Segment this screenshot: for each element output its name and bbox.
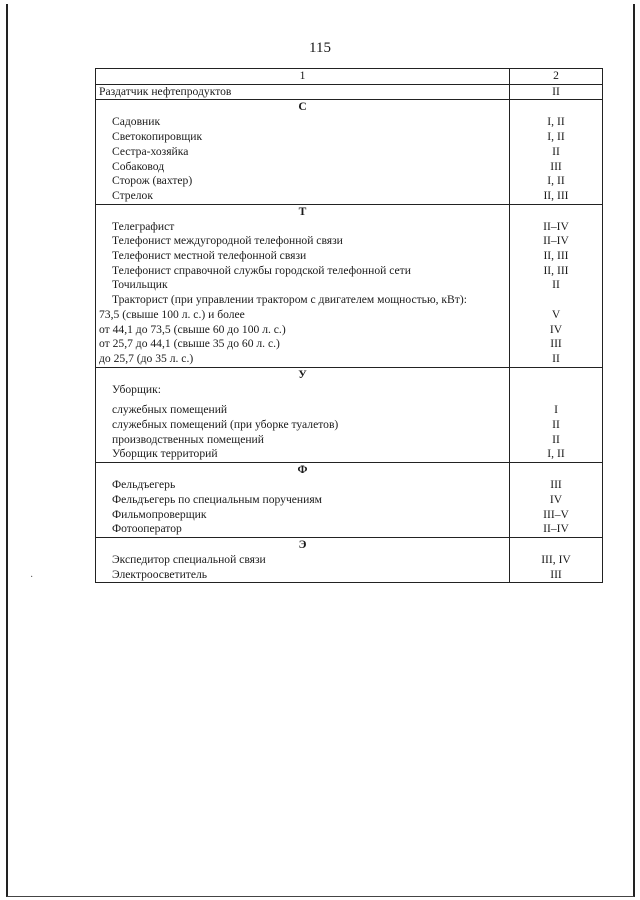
category-value: III [510, 568, 603, 583]
table-row [96, 522, 603, 537]
table-row [96, 308, 603, 323]
category-value [510, 293, 603, 308]
table-row [96, 145, 603, 160]
category-value: V [510, 308, 603, 323]
section-letter-empty-cell [510, 100, 603, 116]
category-value: II [510, 352, 603, 367]
profession-name: Фильмопроверщик [96, 508, 510, 523]
profession-name: Телеграфист [96, 220, 510, 235]
section-letter-row [96, 537, 603, 553]
table-row [96, 278, 603, 293]
profession-name: до 25,7 (до 35 л. с.) [96, 352, 510, 367]
profession-name: Садовник [96, 115, 510, 130]
table-row [96, 189, 603, 204]
table-row [96, 418, 603, 433]
category-value: II, III [510, 189, 603, 204]
table-row [96, 447, 603, 462]
table-row [96, 383, 603, 398]
profession-name: от 44,1 до 73,5 (свыше 60 до 100 л. с.) [96, 323, 510, 338]
table-row [96, 403, 603, 418]
category-value: II–IV [510, 234, 603, 249]
header-col-2: 2 [510, 69, 603, 85]
section-letter-row [96, 204, 603, 220]
section-letter-empty-cell [510, 463, 603, 479]
profession-name: Сторож (вахтер) [96, 174, 510, 189]
profession-name: Фельдъегерь по специальным поручениям [96, 493, 510, 508]
category-value: III [510, 337, 603, 352]
profession-name: служебных помещений [96, 403, 510, 418]
profession-name: служебных помещений (при уборке туалетов) [96, 418, 510, 433]
section-letter: Ф [96, 463, 510, 479]
table-row [96, 264, 603, 279]
section-letter-row [96, 367, 603, 383]
category-value: II [510, 145, 603, 160]
table-row [96, 160, 603, 175]
table-row [96, 478, 603, 493]
table-row [96, 220, 603, 235]
page-number: 115 [309, 40, 331, 56]
category-value: III [510, 160, 603, 175]
table-header-row [96, 69, 603, 85]
category-value: II–IV [510, 220, 603, 235]
table-row [96, 352, 603, 367]
table-row [96, 84, 603, 100]
table-row [96, 508, 603, 523]
category-value: III, IV [510, 553, 603, 568]
category-value: IV [510, 323, 603, 338]
profession-name: Телефонист междугородной телефонной связи [96, 234, 510, 249]
category-value: IV [510, 493, 603, 508]
section-letter: Т [96, 204, 510, 220]
table-row [96, 130, 603, 145]
category-value: II–IV [510, 522, 603, 537]
profession-name: Уборщик территорий [96, 447, 510, 462]
category-value: I [510, 403, 603, 418]
category-value: I, II [510, 115, 603, 130]
category-value: I, II [510, 447, 603, 462]
profession-table [95, 68, 603, 583]
table-row [96, 234, 603, 249]
category-value: III–V [510, 508, 603, 523]
table-row [96, 323, 603, 338]
table-row [96, 115, 603, 130]
table-row [96, 249, 603, 264]
section-letter-row [96, 100, 603, 116]
section-letter-row [96, 463, 603, 479]
profession-name: Собаковод [96, 160, 510, 175]
profession-name: от 25,7 до 44,1 (свыше 35 до 60 л. с.) [96, 337, 510, 352]
profession-name: Телефонист справочной службы городской телефонной сети [96, 264, 510, 279]
section-letter-empty-cell [510, 367, 603, 383]
table-row [96, 174, 603, 189]
profession-name: Сестра-хозяйка [96, 145, 510, 160]
category-value: II, III [510, 264, 603, 279]
table-row [96, 493, 603, 508]
category-value: III [510, 478, 603, 493]
header-col-1: 1 [96, 69, 510, 85]
table-row [96, 433, 603, 448]
profession-name: Светокопировщик [96, 130, 510, 145]
profession-name: Электроосветитель [96, 568, 510, 583]
profession-name: Фотооператор [96, 522, 510, 537]
category-value: II [510, 278, 603, 293]
profession-name: Точильщик [96, 278, 510, 293]
section-letter: С [96, 100, 510, 116]
category-value: I, II [510, 130, 603, 145]
section-letter: У [96, 367, 510, 383]
profession-name: Стрелок [96, 189, 510, 204]
category-value: II [510, 418, 603, 433]
category-value [510, 383, 603, 398]
profession-name: 73,5 (свыше 100 л. с.) и более [96, 308, 510, 323]
table-row [96, 293, 603, 308]
profession-name: Раздатчик нефтепродуктов [96, 84, 510, 100]
profession-name: Тракторист (при управлении трактором с двигателем мощностью, кВт): [96, 293, 510, 308]
profession-name: Телефонист местной телефонной связи [96, 249, 510, 264]
table-row [96, 568, 603, 583]
section-letter-empty-cell [510, 537, 603, 553]
profession-name: Уборщик: [96, 383, 510, 398]
category-value: I, II [510, 174, 603, 189]
category-value: II [510, 84, 603, 100]
table-row [96, 553, 603, 568]
scan-speck: · [30, 572, 34, 583]
table-row [96, 337, 603, 352]
section-letter-empty-cell [510, 204, 603, 220]
category-value: II [510, 433, 603, 448]
profession-name: производственных помещений [96, 433, 510, 448]
profession-name: Фельдъегерь [96, 478, 510, 493]
category-value: II, III [510, 249, 603, 264]
section-letter: Э [96, 537, 510, 553]
profession-name: Экспедитор специальной связи [96, 553, 510, 568]
